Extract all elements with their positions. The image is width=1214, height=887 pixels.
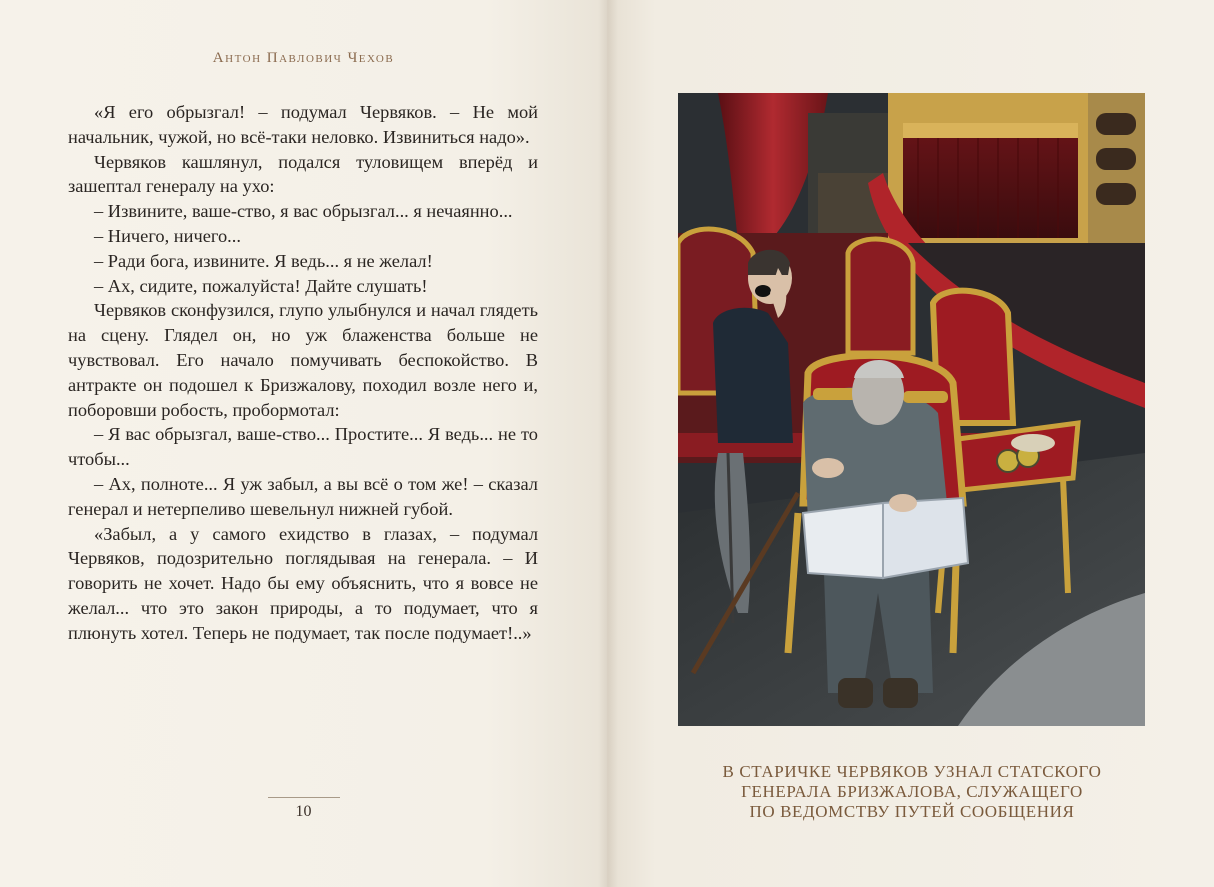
page-number: 10	[295, 803, 312, 820]
folio-rule	[268, 797, 340, 798]
body-text	[68, 100, 538, 646]
illustration-caption	[667, 762, 1157, 822]
right-page	[607, 0, 1214, 887]
paragraph: – Ничего, ничего...	[94, 225, 241, 246]
theatre-box-illustration	[678, 93, 1145, 726]
paragraph: «Я его обрызгал! – подумал Червяков. – Не мой начальник, чужой, но всё-таки неловко. Извиниться надо».	[68, 102, 538, 147]
paragraph: «Забыл, а у самого ехидство в глазах, – подумал Червяков, подозрительно поглядывая на генерала. – И говорить не хочет. Надо бы ему объяснить, что я вовсе не желал... что это закон природы, а то подумает, что я плюнуть хотел. Теперь не подумает, так после подумает!..»	[68, 523, 538, 643]
paragraph: Червяков кашлянул, подался туловищем вперёд и зашептал генералу на ухо:	[68, 151, 538, 197]
caption-line: В СТАРИЧКЕ ЧЕРВЯКОВ УЗНАЛ СТАТСКОГО	[722, 762, 1102, 781]
paragraph: – Я вас обрызгал, ваше-ство... Простите... Я ведь... не то чтобы...	[68, 424, 538, 470]
paragraph: Червяков сконфузился, глупо улыбнулся и начал глядеть на сцену. Глядел он, но уж блаженства больше не чувствовал. Его начало помучивать беспокойство. В антракте он подошел к Бризжалову, походил возле него и, поборовши робость, пробормотал:	[68, 300, 538, 420]
running-head: Антон Павлович Чехов	[212, 50, 395, 66]
caption-line: ГЕНЕРАЛА БРИЗЖАЛОВА, СЛУЖАЩЕГО	[741, 782, 1083, 801]
caption-line: ПО ВЕДОМСТВУ ПУТЕЙ СООБЩЕНИЯ	[749, 802, 1075, 821]
paragraph: – Ах, полноте... Я уж забыл, а вы всё о том же! – сказал генерал и нетерпеливо шевельнул нижней губой.	[68, 473, 538, 519]
paragraph: – Извините, ваше-ство, я вас обрызгал... я нечаянно...	[94, 201, 513, 222]
paragraph: – Ах, сидите, пожалуйста! Дайте слушать!	[94, 275, 428, 296]
paragraph: – Ради бога, извините. Я ведь... я не желал!	[94, 250, 433, 271]
